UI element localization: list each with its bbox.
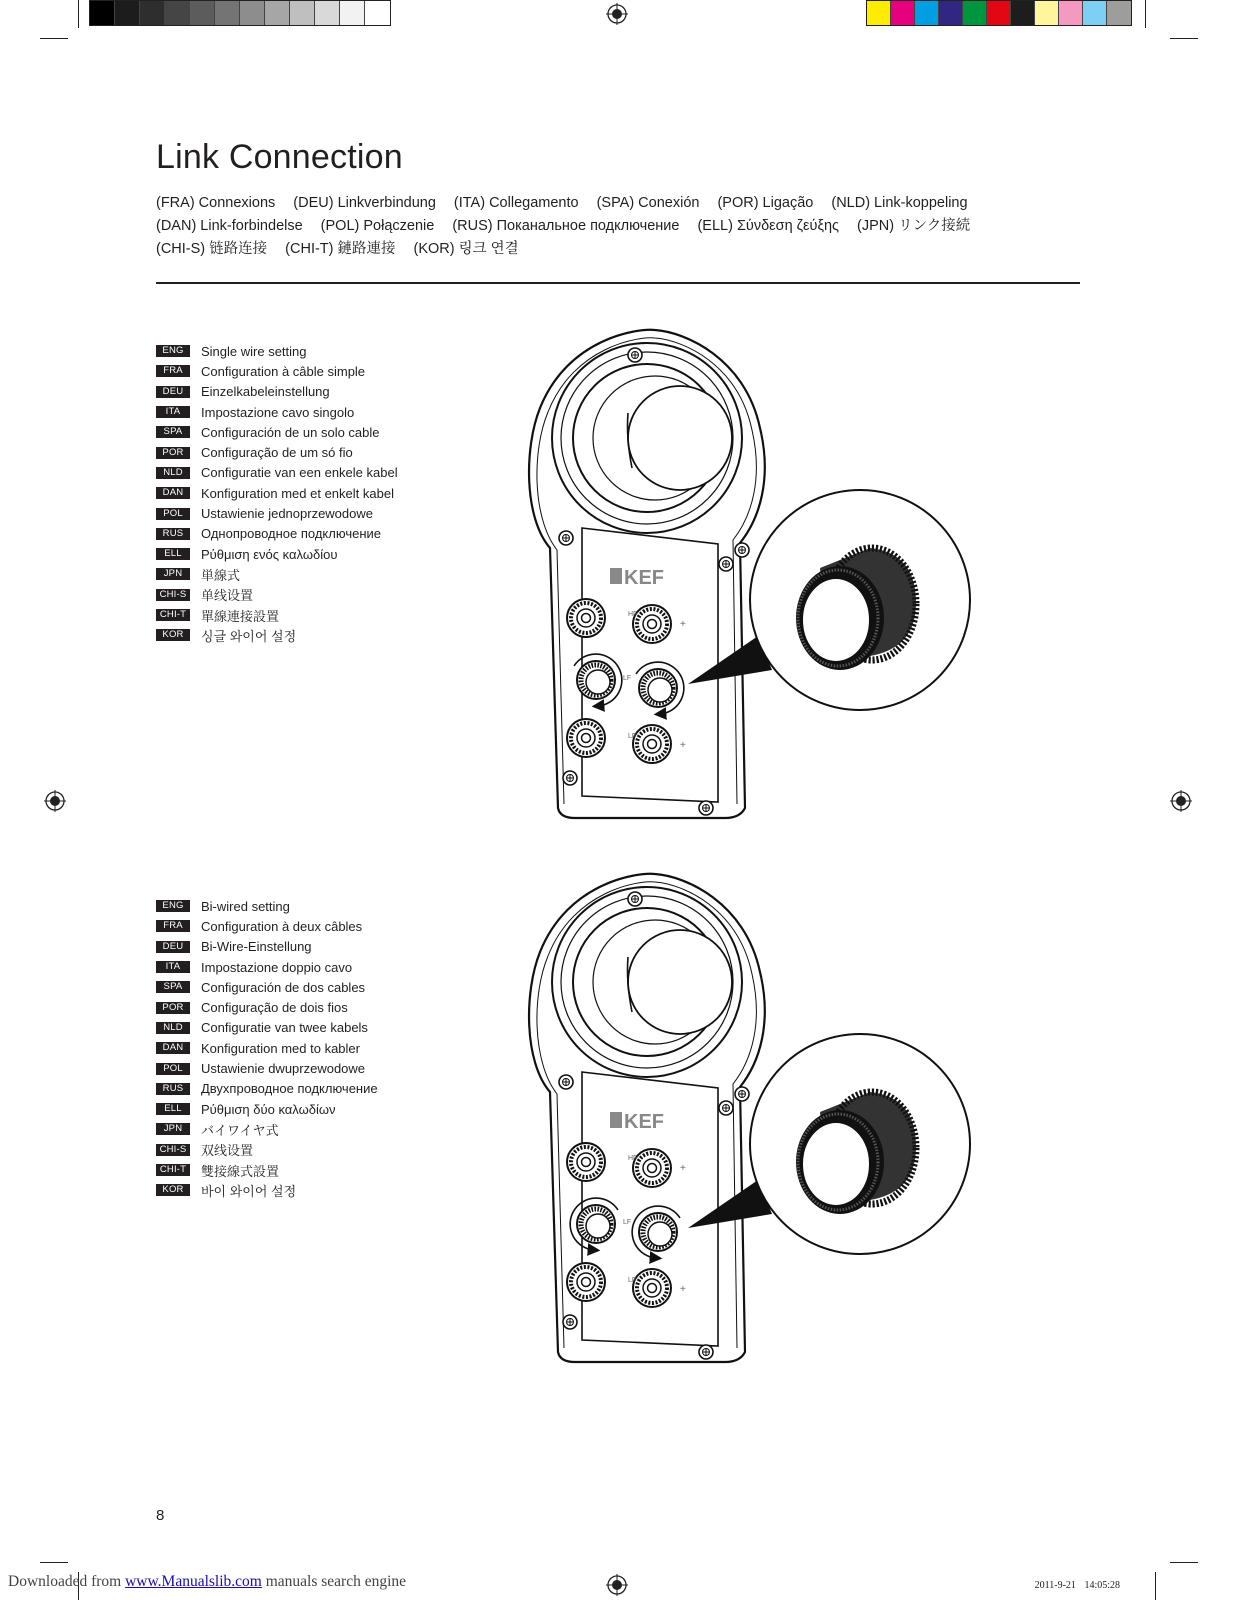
translation-item: (DAN) Link-forbindelse bbox=[156, 218, 303, 234]
lf-label: LF bbox=[623, 675, 632, 682]
caption-text: Bi-wired setting bbox=[201, 898, 290, 914]
binding-post-icon bbox=[567, 719, 605, 757]
grayscale-calibration-bar bbox=[89, 0, 391, 26]
language-code-badge: FRA bbox=[156, 365, 190, 377]
crop-mark bbox=[40, 1562, 68, 1563]
caption-row bbox=[156, 1180, 456, 1200]
caption-row bbox=[156, 1119, 456, 1139]
caption-text: 单线设置 bbox=[201, 588, 254, 604]
hf-label: HF bbox=[628, 1155, 638, 1162]
color-swatch bbox=[90, 1, 115, 25]
color-swatch bbox=[315, 1, 340, 25]
crop-mark bbox=[1155, 1572, 1156, 1600]
color-swatch bbox=[340, 1, 365, 25]
registration-mark-icon bbox=[606, 1574, 628, 1596]
link-knob-icon bbox=[639, 669, 677, 707]
caption-text: Ρύθμιση ενός καλωδίου bbox=[201, 546, 338, 562]
caption-row bbox=[156, 361, 456, 381]
language-code-badge: FRA bbox=[156, 920, 190, 932]
plus-label: + bbox=[680, 1284, 686, 1295]
caption-row bbox=[156, 896, 456, 916]
language-code-badge: ENG bbox=[156, 900, 190, 912]
caption-row bbox=[156, 625, 456, 645]
binding-post-icon bbox=[567, 1143, 605, 1181]
hf-label: HF bbox=[628, 611, 638, 618]
caption-text: Konfiguration med to kabler bbox=[201, 1040, 360, 1056]
color-swatch bbox=[1035, 1, 1059, 25]
language-code-badge: POL bbox=[156, 1063, 190, 1075]
caption-row bbox=[156, 483, 456, 503]
link-knob-icon bbox=[639, 1213, 677, 1251]
caption-row bbox=[156, 503, 456, 523]
color-swatch bbox=[240, 1, 265, 25]
registration-mark-icon bbox=[1170, 790, 1192, 812]
translation-item: (CHI-T) 鏈路連接 bbox=[285, 241, 396, 257]
lf-label: LF bbox=[628, 733, 637, 740]
caption-row bbox=[156, 422, 456, 442]
caption-text: Ustawienie dwuprzewodowe bbox=[201, 1061, 366, 1077]
translation-item: (KOR) 링크 연결 bbox=[413, 241, 519, 257]
translation-item: (RUS) Поканальное подключение bbox=[452, 218, 680, 234]
screw-icon bbox=[628, 892, 642, 906]
caption-text: Configuration à câble simple bbox=[201, 363, 366, 379]
language-code-badge: POR bbox=[156, 447, 190, 459]
manualslib-link[interactable]: www.Manualslib.com bbox=[125, 1573, 262, 1590]
language-code-badge: POL bbox=[156, 508, 190, 520]
caption-text: 單線連接設置 bbox=[201, 608, 280, 624]
language-code-badge: ITA bbox=[156, 961, 190, 973]
lf-label: LF bbox=[623, 1219, 632, 1226]
caption-text: Configuração de um só fio bbox=[201, 445, 353, 461]
caption-row bbox=[156, 1140, 456, 1160]
single-wire-caption-list bbox=[156, 341, 456, 645]
caption-text: 双线设置 bbox=[201, 1143, 254, 1159]
caption-text: Configuration à deux câbles bbox=[201, 918, 363, 934]
screw-icon bbox=[735, 1087, 749, 1101]
translation-item: (CHI-S) 链路连接 bbox=[156, 241, 268, 257]
crop-mark bbox=[1170, 38, 1198, 39]
caption-text: Ustawienie jednoprzewodowe bbox=[201, 506, 373, 522]
footer-prefix: Downloaded from bbox=[8, 1573, 122, 1590]
language-code-badge: DEU bbox=[156, 941, 190, 953]
language-code-badge: DAN bbox=[156, 1042, 190, 1054]
caption-row bbox=[156, 524, 456, 544]
caption-text: Configuração de dois fios bbox=[201, 1000, 348, 1016]
caption-row bbox=[156, 1058, 456, 1078]
language-code-badge: ELL bbox=[156, 548, 190, 560]
caption-row bbox=[156, 585, 456, 605]
translation-item: (POL) Połączenie bbox=[320, 218, 435, 234]
screw-icon bbox=[699, 801, 713, 815]
caption-text: Einzelkabeleinstellung bbox=[201, 384, 330, 400]
language-code-badge: ENG bbox=[156, 345, 190, 357]
binding-post-icon bbox=[633, 605, 671, 643]
print-time: 14:05:28 bbox=[1084, 1580, 1120, 1591]
caption-text: 바이 와이어 설정 bbox=[201, 1183, 297, 1199]
language-code-badge: DAN bbox=[156, 487, 190, 499]
translation-row bbox=[156, 192, 1056, 215]
binding-post-icon bbox=[633, 725, 671, 763]
plus-label: + bbox=[680, 740, 686, 751]
color-swatch bbox=[1107, 1, 1131, 25]
color-swatch bbox=[1011, 1, 1035, 25]
screw-icon bbox=[719, 1101, 733, 1115]
color-swatch bbox=[987, 1, 1011, 25]
caption-row bbox=[156, 997, 456, 1017]
language-code-badge: SPA bbox=[156, 426, 190, 438]
color-swatch bbox=[939, 1, 963, 25]
screw-icon bbox=[563, 771, 577, 785]
caption-row bbox=[156, 382, 456, 402]
crop-mark bbox=[1145, 0, 1146, 28]
caption-row bbox=[156, 544, 456, 564]
caption-row bbox=[156, 605, 456, 625]
language-code-badge: NLD bbox=[156, 1022, 190, 1034]
caption-row bbox=[156, 937, 456, 957]
language-code-badge: ITA bbox=[156, 406, 190, 418]
color-swatch bbox=[115, 1, 140, 25]
caption-text: 싱글 와이어 설정 bbox=[201, 628, 297, 644]
language-code-badge: JPN bbox=[156, 1123, 190, 1135]
color-swatch bbox=[265, 1, 290, 25]
screw-icon bbox=[559, 531, 573, 545]
caption-text: Однопроводное подключение bbox=[201, 526, 381, 542]
crop-mark bbox=[40, 38, 68, 39]
svg-text:KEF: KEF bbox=[624, 1111, 664, 1133]
translation-item: (DEU) Linkverbindung bbox=[293, 195, 436, 211]
language-code-badge: CHI-T bbox=[156, 609, 190, 621]
footer-suffix: manuals search engine bbox=[265, 1573, 407, 1590]
language-code-badge: SPA bbox=[156, 981, 190, 993]
caption-text: Konfiguration med et enkelt kabel bbox=[201, 485, 394, 501]
single-wire-diagram bbox=[520, 318, 1000, 828]
translation-row bbox=[156, 215, 1056, 238]
plus-label: + bbox=[680, 1163, 686, 1174]
screw-icon bbox=[628, 348, 642, 362]
binding-post-icon bbox=[567, 599, 605, 637]
registration-mark-icon bbox=[44, 790, 66, 812]
color-swatch bbox=[190, 1, 215, 25]
bi-wire-caption-list bbox=[156, 896, 456, 1200]
language-code-badge: CHI-S bbox=[156, 1144, 190, 1156]
language-code-badge: RUS bbox=[156, 528, 190, 540]
caption-text: Ρύθμιση δύο καλωδίων bbox=[201, 1101, 336, 1117]
color-swatch bbox=[140, 1, 165, 25]
registration-mark-icon bbox=[606, 3, 628, 25]
caption-row bbox=[156, 1099, 456, 1119]
color-swatch bbox=[963, 1, 987, 25]
caption-text: Configuración de un solo cable bbox=[201, 424, 380, 440]
language-code-badge: DEU bbox=[156, 386, 190, 398]
caption-text: Configuración de dos cables bbox=[201, 979, 366, 995]
translation-item: (POR) Ligação bbox=[717, 195, 814, 211]
screw-icon bbox=[559, 1075, 573, 1089]
link-knob-icon bbox=[577, 661, 615, 699]
caption-text: 単線式 bbox=[201, 567, 241, 583]
caption-text: Single wire setting bbox=[201, 343, 307, 359]
caption-text: Configuratie van twee kabels bbox=[201, 1020, 368, 1036]
language-code-badge: POR bbox=[156, 1002, 190, 1014]
caption-row bbox=[156, 957, 456, 977]
caption-row bbox=[156, 1160, 456, 1180]
language-code-badge: KOR bbox=[156, 629, 190, 641]
color-swatch bbox=[1083, 1, 1107, 25]
caption-text: Configuratie van een enkele kabel bbox=[201, 465, 398, 481]
svg-text:KEF: KEF bbox=[624, 567, 664, 589]
download-footer bbox=[8, 1573, 406, 1591]
translation-item: (ITA) Collegamento bbox=[453, 195, 579, 211]
crop-mark bbox=[1170, 1562, 1198, 1563]
color-swatch bbox=[215, 1, 240, 25]
page-number: 8 bbox=[156, 1507, 165, 1524]
language-code-badge: RUS bbox=[156, 1083, 190, 1095]
screw-icon bbox=[563, 1315, 577, 1329]
binding-post-icon bbox=[633, 1149, 671, 1187]
color-swatch bbox=[165, 1, 190, 25]
color-swatch bbox=[915, 1, 939, 25]
translation-item: (ELL) Σύνδεση ζεύξης bbox=[697, 218, 839, 234]
caption-text: Bi-Wire-Einstellung bbox=[201, 939, 312, 955]
translation-item: (FRA) Connexions bbox=[156, 195, 276, 211]
caption-row bbox=[156, 463, 456, 483]
language-code-badge: KOR bbox=[156, 1184, 190, 1196]
plus-label: + bbox=[680, 619, 686, 630]
binding-post-icon bbox=[567, 1263, 605, 1301]
print-date: 2011-9-21 bbox=[1034, 1580, 1076, 1591]
caption-text: Двухпроводное подключение bbox=[201, 1081, 378, 1097]
caption-row bbox=[156, 564, 456, 584]
color-swatch bbox=[290, 1, 315, 25]
language-code-badge: NLD bbox=[156, 467, 190, 479]
color-swatch bbox=[365, 1, 390, 25]
binding-post-icon bbox=[633, 1269, 671, 1307]
crop-mark bbox=[78, 0, 79, 28]
screw-icon bbox=[719, 557, 733, 571]
translation-row bbox=[156, 238, 1056, 261]
translation-item: (JPN) リンク接続 bbox=[857, 218, 971, 234]
caption-row bbox=[156, 341, 456, 361]
language-code-badge: JPN bbox=[156, 568, 190, 580]
translation-item: (SPA) Conexión bbox=[596, 195, 700, 211]
caption-row bbox=[156, 1079, 456, 1099]
page-title: Link Connection bbox=[156, 138, 403, 176]
caption-text: 雙接線式設置 bbox=[201, 1163, 280, 1179]
title-divider bbox=[156, 282, 1080, 284]
link-knob-icon bbox=[577, 1205, 615, 1243]
screw-icon bbox=[735, 543, 749, 557]
caption-row bbox=[156, 1018, 456, 1038]
caption-row bbox=[156, 977, 456, 997]
color-calibration-bar bbox=[866, 0, 1132, 26]
lf-label: LF bbox=[628, 1277, 637, 1284]
bi-wire-diagram bbox=[520, 862, 1000, 1372]
translation-item: (NLD) Link-koppeling bbox=[831, 195, 968, 211]
title-translations bbox=[156, 192, 1056, 261]
caption-row bbox=[156, 402, 456, 422]
language-code-badge: CHI-S bbox=[156, 589, 190, 601]
language-code-badge: CHI-T bbox=[156, 1164, 190, 1176]
print-timestamp bbox=[1035, 1580, 1120, 1591]
color-swatch bbox=[867, 1, 891, 25]
caption-text: バイワイヤ式 bbox=[201, 1122, 279, 1138]
language-code-badge: ELL bbox=[156, 1103, 190, 1115]
color-swatch bbox=[891, 1, 915, 25]
color-swatch bbox=[1059, 1, 1083, 25]
caption-row bbox=[156, 916, 456, 936]
caption-text: Impostazione cavo singolo bbox=[201, 404, 355, 420]
caption-text: Impostazione doppio cavo bbox=[201, 959, 353, 975]
screw-icon bbox=[699, 1345, 713, 1359]
caption-row bbox=[156, 442, 456, 462]
caption-row bbox=[156, 1038, 456, 1058]
